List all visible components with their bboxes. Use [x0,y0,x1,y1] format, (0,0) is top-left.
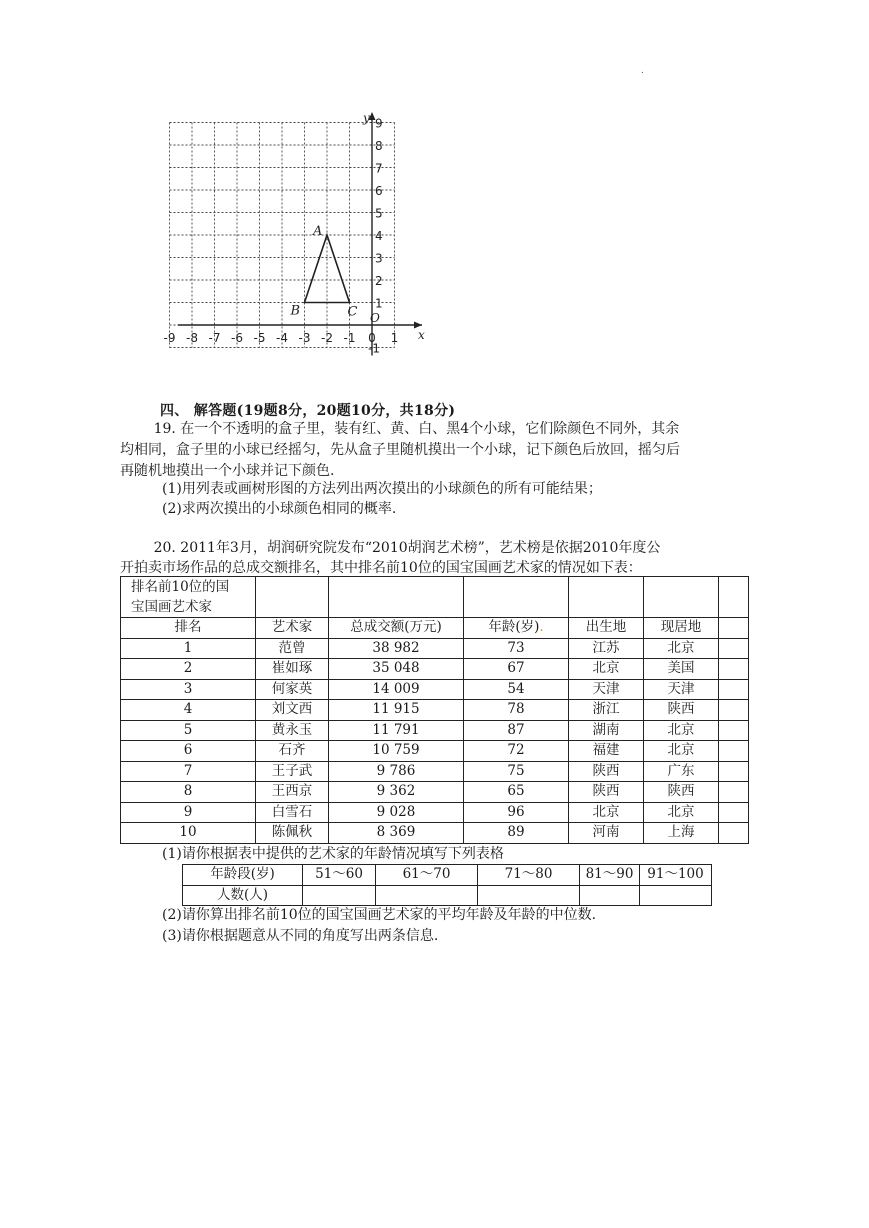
age-range-row [183,865,712,886]
birthplace-cell: 江苏 [569,638,644,659]
rank-cell: 9 [121,802,256,823]
amount-cell: 8 369 [329,823,464,844]
count-cell [478,885,580,906]
y-tick-label: 7 [375,161,383,176]
empty-cell [644,577,719,618]
q20-sub-3: (3)请你根据题意从不同的角度写出两条信息. [162,928,439,944]
rank-cell: 1 [121,638,256,659]
age-cell: 78 [464,700,569,721]
header-age-label: 年龄(岁) [488,619,540,636]
vertex-label-c: C [347,304,358,320]
birthplace-cell: 北京 [569,802,644,823]
y-tick-label: 1 [375,296,383,311]
empty-cell [719,577,749,618]
rank-cell: 4 [121,700,256,721]
coordinate-grid-figure [163,108,434,358]
age-cell: 73 [464,638,569,659]
amount-cell: 35 048 [329,659,464,680]
residence-cell: 陕西 [644,700,719,721]
artist-cell: 范曾 [256,638,329,659]
artist-cell: 黄永玉 [256,720,329,741]
artist-cell: 陈佩秋 [256,823,329,844]
amount-cell: 11 791 [329,720,464,741]
table-title-cell [121,577,256,618]
count-row [183,885,712,906]
x-tick-label: -6 [231,331,243,345]
empty-cell [719,782,749,803]
header-age-dot: . [539,619,544,636]
table-row [121,761,749,782]
age-cell: 89 [464,823,569,844]
rank-cell: 8 [121,782,256,803]
x-tick-label: -7 [208,331,221,345]
amount-cell: 9 028 [329,802,464,823]
q19-line-1: 19. 在一个不透明的盒子里，装有红、黄、白、黑4个小球，它们除颜色不同外，其余 [153,421,680,437]
residence-cell: 天津 [644,679,719,700]
artist-cell: 崔如琢 [256,659,329,680]
birthplace-cell: 陕西 [569,761,644,782]
table-row [121,700,749,721]
table-row [121,802,749,823]
count-cell [580,885,640,906]
empty-cell [719,638,749,659]
age-range-cell: 91～100 [640,865,712,886]
artist-table [120,576,749,844]
x-tick-label: -9 [163,331,176,345]
residence-cell: 陕西 [644,782,719,803]
artist-cell: 王子武 [256,761,329,782]
x-axis-label: x [418,328,425,342]
q19-sub-2: (2)求两次摸出的小球颜色相同的概率. [162,501,397,517]
residence-cell: 北京 [644,802,719,823]
header-residence: 现居地 [644,618,719,639]
header-amount: 总成交额(万元) [329,618,464,639]
y-tick-label: 5 [375,206,383,221]
age-cell: 87 [464,720,569,741]
rank-cell: 3 [121,679,256,700]
q19-sub-1: (1)用列表或画树形图的方法列出两次摸出的小球颜色的所有可能结果； [162,481,602,497]
amount-cell: 10 759 [329,741,464,762]
age-cell: 54 [464,679,569,700]
table-row [121,741,749,762]
birthplace-cell: 湖南 [569,720,644,741]
residence-cell: 美国 [644,659,719,680]
rank-cell: 5 [121,720,256,741]
rank-cell: 10 [121,823,256,844]
q20-sub-2: (2)请你算出排名前10位的国宝国画艺术家的平均年龄及年龄的中位数. [162,907,597,923]
y-tick-label: 8 [375,139,383,153]
table-title-row [121,577,749,618]
amount-cell: 9 786 [329,761,464,782]
header-rank: 排名 [121,618,256,639]
count-label: 人数(人) [183,885,303,906]
count-cell [640,885,712,906]
x-tick-label: -8 [186,331,198,345]
residence-cell: 北京 [644,720,719,741]
x-tick-label: -4 [276,331,288,345]
empty-cell [719,700,749,721]
age-cell: 67 [464,659,569,680]
y-tick-label: 4 [375,229,383,243]
artist-cell: 白雪石 [256,802,329,823]
q20-line-2: 开拍卖市场作品的总成交额排名，其中排名前10位的国宝国画艺术家的情况如下表： [120,560,642,576]
empty-cell [329,577,464,618]
rank-cell: 2 [121,659,256,680]
birthplace-cell: 浙江 [569,700,644,721]
y-axis-label: y [363,111,370,125]
artist-cell: 石齐 [256,741,329,762]
table-row [121,782,749,803]
birthplace-cell: 河南 [569,823,644,844]
birthplace-cell: 福建 [569,741,644,762]
x-tick-label: -3 [298,331,311,345]
q19-line-2: 均相同，盒子里的小球已经摇匀，先从盒子里随机摸出一个小球，记下颜色后放回，摇匀后 [120,442,680,458]
birthplace-cell: 北京 [569,659,644,680]
age-range-cell: 71～80 [478,865,580,886]
amount-cell: 11 915 [329,700,464,721]
x-tick-label: 0 [368,331,376,345]
empty-cell [719,618,749,639]
age-cell: 75 [464,761,569,782]
q20-sub-1: (1)请你根据表中提供的艺术家的年龄情况填写下列表格 [162,846,504,862]
empty-cell [719,659,749,680]
y-tick-label: 3 [375,251,383,266]
age-range-cell: 51～60 [303,865,376,886]
empty-cell [719,802,749,823]
birthplace-cell: 陕西 [569,782,644,803]
table-header-row [121,618,749,639]
x-tick-label: -1 [343,331,356,345]
origin-label: O [370,311,380,325]
age-range-label: 年龄段(岁) [183,865,303,886]
coordinate-grid [163,108,434,358]
x-tick-label: 1 [390,331,399,345]
amount-cell: 14 009 [329,679,464,700]
age-range-table [182,864,712,906]
residence-cell: 北京 [644,741,719,762]
residence-cell: 上海 [644,823,719,844]
vertex-label-a: A [313,224,323,239]
y-tick-label: -1 [368,341,380,356]
table-row [121,638,749,659]
age-cell: 96 [464,802,569,823]
empty-cell [569,577,644,618]
header-birthplace: 出生地 [569,618,644,639]
vertex-label-b: B [290,303,301,319]
amount-cell: 38 982 [329,638,464,659]
table-row [121,679,749,700]
rank-cell: 7 [121,761,256,782]
header-artist: 艺术家 [256,618,329,639]
age-cell: 65 [464,782,569,803]
empty-cell [464,577,569,618]
header-dot: . [641,66,644,76]
empty-cell [719,823,749,844]
artist-cell: 刘文西 [256,700,329,721]
empty-cell [719,741,749,762]
y-tick-label: 9 [375,116,383,131]
residence-cell: 北京 [644,638,719,659]
artist-cell: 何家英 [256,679,329,700]
age-range-cell: 61～70 [376,865,478,886]
table-title-line-1: 排名前10位的国 [131,579,230,595]
section-heading: 四、 解答题(19题8分，20题10分，共18分) [160,403,456,419]
residence-cell: 广东 [644,761,719,782]
age-range-cell: 81～90 [580,865,640,886]
empty-cell [719,679,749,700]
table-row [121,720,749,741]
rank-cell: 6 [121,741,256,762]
amount-cell: 9 362 [329,782,464,803]
table-title-line-2: 宝国画艺术家 [131,599,212,615]
empty-cell [256,577,329,618]
count-cell [303,885,376,906]
q19-line-3: 再随机地摸出一个小球并记下颜色. [120,463,335,479]
birthplace-cell: 天津 [569,679,644,700]
header-age [464,618,569,639]
y-tick-label: 2 [375,274,383,288]
table-row [121,659,749,680]
count-cell [376,885,478,906]
q20-line-1: 20. 2011年3月，胡润研究院发布“2010胡润艺术榜”，艺术榜是依据2010年度公 [153,540,661,556]
artist-cell: 王西京 [256,782,329,803]
x-tick-label: -5 [253,331,266,345]
empty-cell [719,761,749,782]
y-tick-label: 6 [375,184,383,198]
x-tick-label: -2 [321,331,333,345]
age-cell: 72 [464,741,569,762]
empty-cell [719,720,749,741]
table-row [121,823,749,844]
